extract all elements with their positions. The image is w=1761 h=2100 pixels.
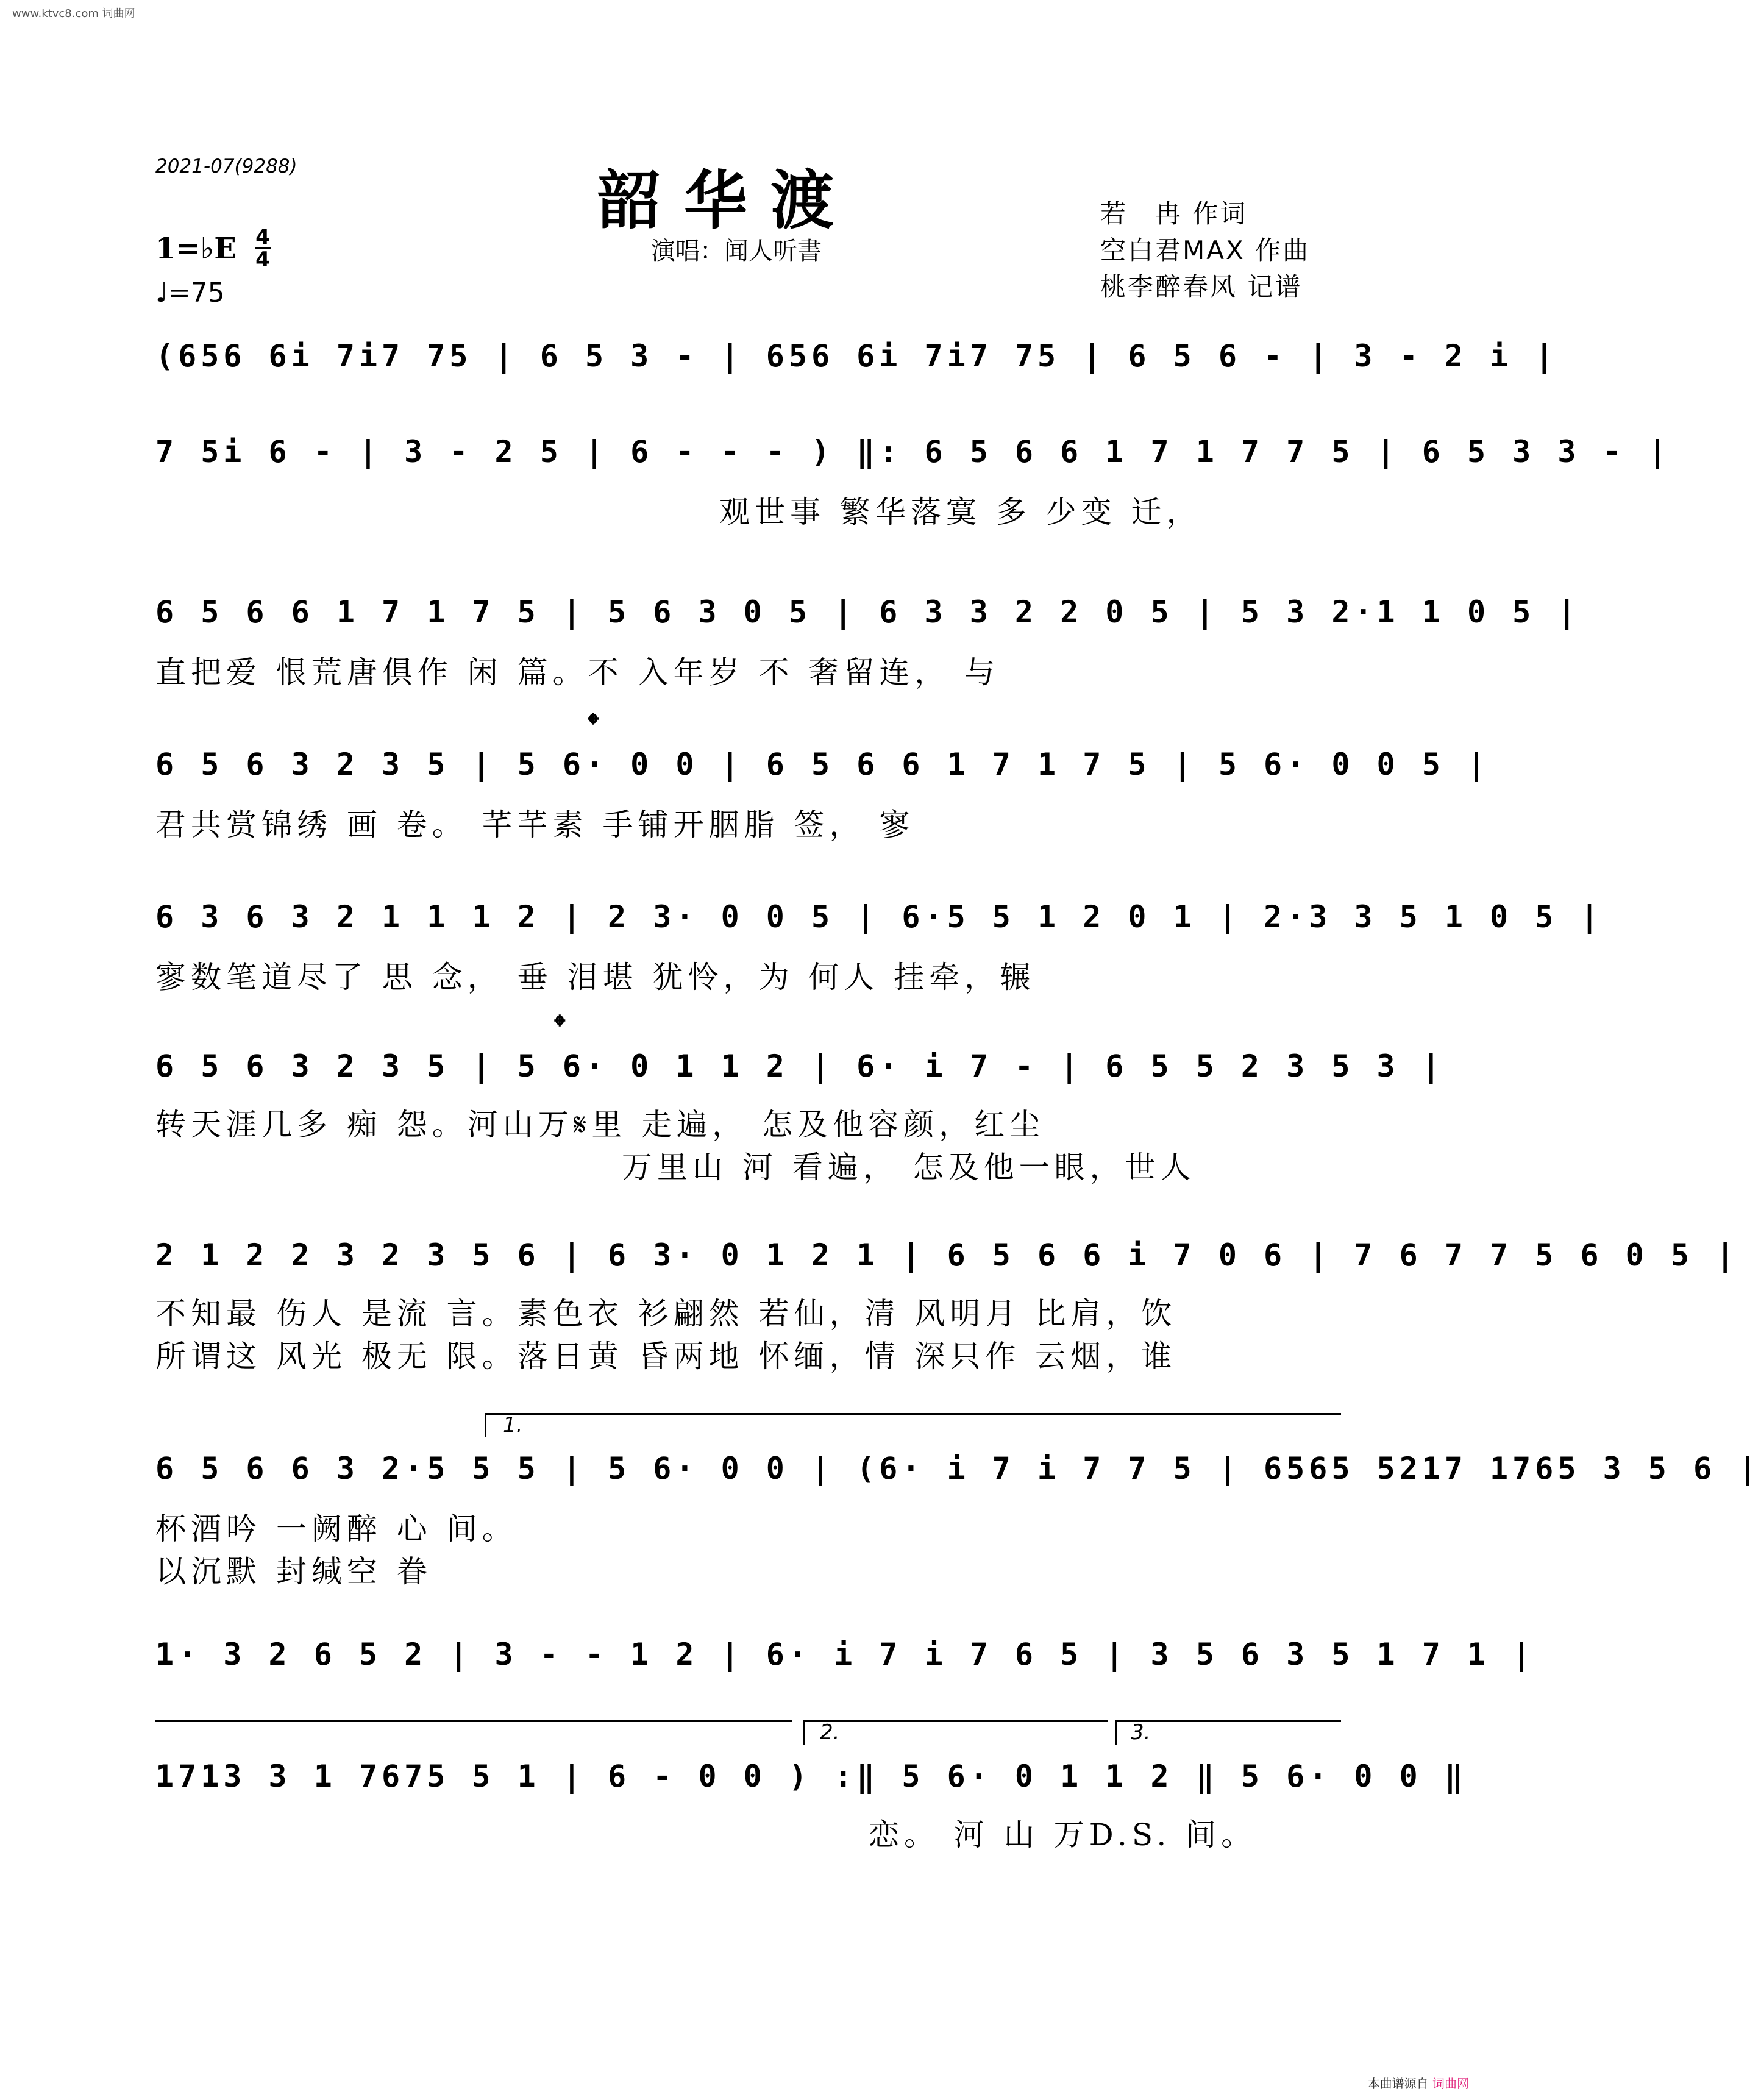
volta-bracket-2-start	[803, 1720, 805, 1745]
meter-bottom: 4	[255, 247, 270, 272]
meter-top: 4	[255, 225, 270, 249]
lyricist-credit: 若 冉 作词	[1100, 199, 1248, 229]
lyric-line-5a: 寥数笔道尽了 思 念， 垂 泪堪 犹怜，为 何人 挂牵，辗	[155, 959, 1036, 995]
lyric-line-2a: 观世事 繁华落寞 多 少变 迁，	[719, 494, 1202, 530]
notation-line-5: 6 3 6 3 2 1 1 1 2 | 2 3· 0 0 5 | 6·5 5 1 2 0 1 | 2·3 3 5 1 0 5 |	[155, 899, 1603, 934]
volta-bracket-1-end	[485, 1413, 486, 1437]
coda-mark-1: 𝄌	[588, 707, 599, 741]
site-watermark-bottom	[1368, 2074, 1469, 2091]
page-title: 韶华渡	[597, 163, 858, 238]
notation-line-2: 7 5i 6 - | 3 - 2 5 | 6 - - - ) ‖: 6 5 6 6 1 7 1 7 7 5 | 6 5 3 3 - |	[155, 434, 1671, 469]
lyric-line-4a: 君共赏锦绣 画 卷。 芊芊素 手铺开胭脂 签， 寥	[155, 807, 915, 842]
lyric-line-6a: 转天涯几多 痴 怨。河山万𝄋里 走遍， 怎及他容颜，红尘	[155, 1107, 1045, 1142]
volta-bracket-2	[803, 1720, 1108, 1722]
key-signature: 1=♭E	[155, 232, 237, 266]
watermark-prefix: 本曲谱源自	[1367, 2076, 1429, 2091]
volta-bracket-3-start	[1115, 1720, 1117, 1745]
transcriber-credit: 桃李醉春风 记谱	[1100, 272, 1303, 302]
notation-line-4: 6 5 6 3 2 3 5 | 5 6· 0 0 | 6 5 6 6 1 7 1 7 5 | 5 6· 0 0 5 |	[155, 747, 1490, 782]
watermark-brand: 词曲网	[1432, 2076, 1469, 2091]
notation-line-9: 1· 3 2 6 5 2 | 3 - - 1 2 | 6· i 7 i 7 6 5 | 3 5 6 3 5 1 7 1 |	[155, 1637, 1535, 1672]
lyric-line-6b: 万里山 河 看遍， 怎及他一眼，世人	[622, 1150, 1196, 1185]
tempo-marking: ♩=75	[155, 277, 225, 308]
volta-bracket-1	[485, 1413, 1341, 1415]
notation-line-3: 6 5 6 6 1 7 1 7 5 | 5 6 3 0 5 | 6 3 3 2 2 0 5 | 5 3 2·1 1 0 5 |	[155, 594, 1581, 630]
score-code: 2021-07(9288)	[155, 155, 297, 177]
lyric-line-3a: 直把爱 恨荒唐俱作 闲 篇。不 入年岁 不 奢留连， 与	[155, 655, 1000, 690]
composer-credit: 空白君MAX 作曲	[1100, 235, 1311, 265]
repeat-bracket	[155, 1720, 792, 1722]
volta-label-1: 1.	[503, 1413, 523, 1437]
lyric-line-7b: 所谓这 风光 极无 限。落日黄 昏两地 怀缅，情 深只作 云烟，谁	[155, 1339, 1177, 1374]
time-signature	[255, 227, 271, 270]
notation-line-6: 6 5 6 3 2 3 5 | 5 6· 0 1 1 2 | 6· i 7 - | 6 5 5 2 3 5 3 |	[155, 1048, 1445, 1084]
singer-credit: 演唱：闻人听書	[651, 237, 822, 265]
site-watermark-top: www.ktvc8.com 词曲网	[12, 7, 135, 20]
lyric-line-10a: 恋。 河 山 万D.S. 间。	[869, 1817, 1257, 1853]
lyric-line-8a: 杯酒吟 一阙醉 心 间。	[155, 1511, 518, 1547]
notation-line-1: (656 6i 7i7 75 | 6 5 3 - | 656 6i 7i7 75 | 6 5 6 - | 3 - 2 i |	[155, 338, 1558, 374]
lyric-line-8b: 以沉默 封缄空 眷	[155, 1554, 432, 1589]
notation-line-7: 2 1 2 2 3 2 3 5 6 | 6 3· 0 1 2 1 | 6 5 6 6 i 7 0 6 | 7 6 7 7 5 6 0 5 |	[155, 1237, 1739, 1273]
notation-line-8: 6 5 6 6 3 2·5 5 5 | 5 6· 0 0 | (6· i 7 i 7 7 5 | 6565 5217 1765 3 5 6 |	[155, 1451, 1761, 1486]
coda-mark-2: 𝄌	[555, 1009, 565, 1043]
volta-label-2: 2.	[820, 1720, 840, 1745]
notation-line-10: 1713 3 1 7675 5 1 | 6 - 0 0 ) :‖ 5 6· 0 1 1 2 ‖ 5 6· 0 0 ‖	[155, 1759, 1467, 1794]
volta-label-3: 3.	[1131, 1720, 1151, 1745]
lyric-line-7a: 不知最 伤人 是流 言。素色衣 衫翩然 若仙，清 风明月 比肩，饮	[155, 1296, 1177, 1331]
